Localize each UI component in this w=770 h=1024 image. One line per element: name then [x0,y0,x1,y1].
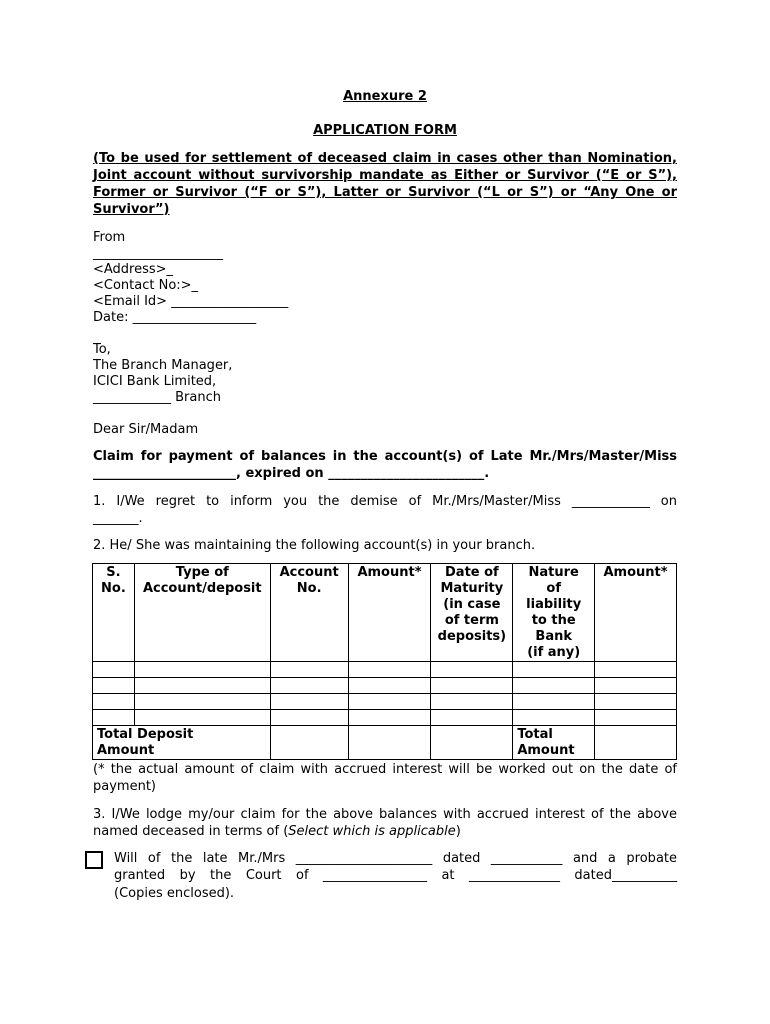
para-3-line-1: 3. I/We lodge my/our claim for the above balances with accrued interest of the above [93,807,677,822]
col-header-maturity: Date of Maturity (in case of term deposits) [431,564,513,662]
para-1-line-1: 1. I/We regret to inform you the demise of Mr./Mrs/Master/Miss ____________ on [93,494,677,509]
subtitle-line-3: Former or Survivor (“F or S”), Latter or Survivor (“L or S”) or “Any One or [93,185,677,200]
from-address[interactable]: <Address>_ [93,262,174,277]
total-maturity-cell [431,726,513,760]
total-deposit-label: Total Deposit Amount [93,726,271,760]
table-row[interactable] [93,678,677,694]
col-header-type: Type of Account/deposit [134,564,270,662]
to-label: To, [93,342,111,357]
form-title: APPLICATION FORM [313,123,457,138]
para-1-line-2: _______. [93,511,143,526]
to-branch[interactable]: ____________ Branch [93,390,221,405]
will-option-line-3: (Copies enclosed). [114,886,235,901]
to-bank: ICICI Bank Limited, [93,374,217,389]
total-deposit-amount-cell[interactable] [348,726,431,760]
subtitle-line-2: Joint account without survivorship mandate as Either or Survivor (“E or S”), [93,168,677,183]
claim-subject-line-2[interactable]: ______________________, expired on ________________________. [93,466,490,481]
salutation: Dear Sir/Madam [93,422,199,437]
col-header-amount: Amount* [348,564,431,662]
accounts-table [92,563,677,760]
table-total-row [93,726,677,760]
total-deposit-account-cell[interactable] [270,726,348,760]
note-line-2: payment) [93,779,156,794]
table-header-row [93,564,677,662]
from-date[interactable]: Date: ___________________ [93,310,257,325]
will-option-checkbox[interactable] [85,851,103,869]
col-header-liability: Nature of liability to the Bank (if any) [513,564,595,662]
from-contact[interactable]: <Contact No:>_ [93,278,199,293]
will-option-line-2: granted by the Court of ________________ at ______________ dated__________ [114,868,677,883]
subtitle-line-1: (To be used for settlement of deceased claim in cases other than Nomination, [93,151,677,166]
table-row[interactable] [93,662,677,678]
total-amount-label: Total Amount [513,726,595,760]
to-manager: The Branch Manager, [93,358,233,373]
will-option-line-1: Will of the late Mr./Mrs _____________________ dated ___________ and a probate [114,851,677,866]
col-header-amount-2: Amount* [595,564,677,662]
para-2: 2. He/ She was maintaining the following account(s) in your branch. [93,538,536,553]
from-label: From [93,230,126,245]
from-email[interactable]: <Email Id> __________________ [93,294,289,309]
annexure-title: Annexure 2 [343,89,427,104]
col-header-sno: S. No. [93,564,135,662]
note-line-1: (* the actual amount of claim with accrued interest will be worked out on the date of [93,762,677,777]
para-3-line-2: named deceased in terms of (Select which is applicable) [93,824,461,839]
from-name-line[interactable]: ____________________ [93,246,223,261]
claim-subject-line-1: Claim for payment of balances in the account(s) of Late Mr./Mrs/Master/Miss [93,449,677,464]
table-row[interactable] [93,694,677,710]
table-row[interactable] [93,710,677,726]
col-header-account-no: Account No. [270,564,348,662]
total-amount-cell[interactable] [595,726,677,760]
subtitle-line-4: Survivor”) [93,202,170,217]
